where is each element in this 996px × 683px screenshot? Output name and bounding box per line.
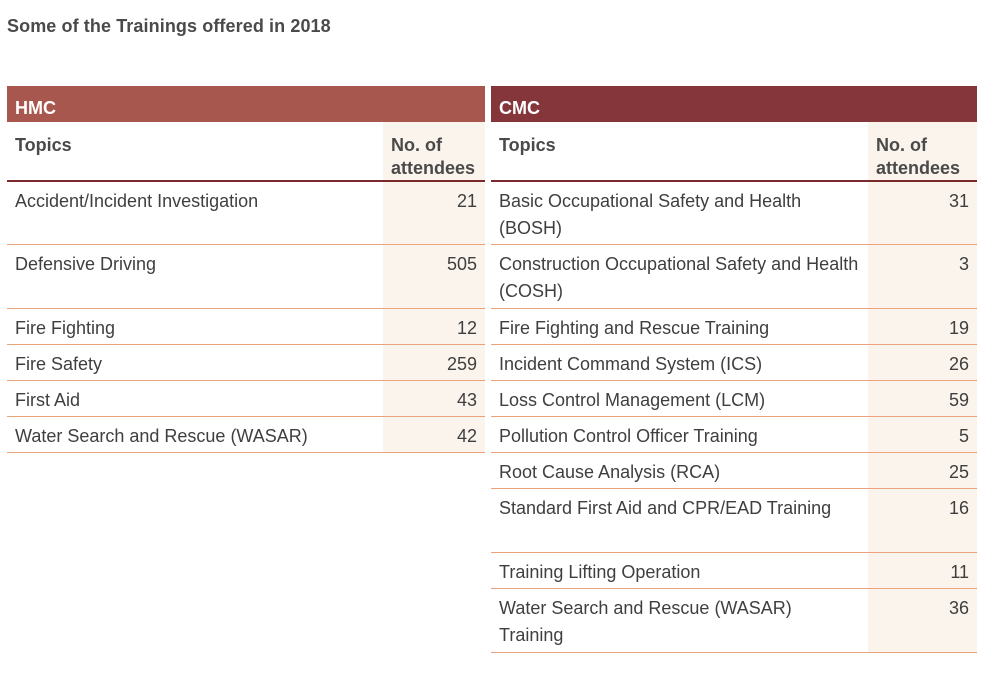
topic-cell: Defensive Driving xyxy=(7,244,383,308)
topic-cell: Root Cause Analysis (RCA) xyxy=(491,452,868,488)
attendees-cell: 21 xyxy=(383,181,485,244)
attendees-cell: 505 xyxy=(383,244,485,308)
topic-cell: Incident Command System (ICS) xyxy=(491,344,868,380)
table-row xyxy=(491,588,977,652)
topic-cell: Basic Occupational Safety and Health (BOSH) xyxy=(491,181,868,244)
topic-cell: Fire Fighting xyxy=(7,308,383,344)
page-title: Some of the Trainings offered in 2018 xyxy=(7,16,331,36)
table-row xyxy=(491,552,977,588)
hmc-table-panel xyxy=(7,86,485,453)
topic-cell: First Aid xyxy=(7,380,383,416)
hmc-column-headers xyxy=(7,122,485,181)
topic-cell: Accident/Incident Investigation xyxy=(7,181,383,244)
attendees-cell: 3 xyxy=(868,244,977,308)
cmc-table-panel xyxy=(491,86,977,653)
attendees-cell: 26 xyxy=(868,344,977,380)
table-row xyxy=(491,344,977,380)
topic-cell: Pollution Control Officer Training xyxy=(491,416,868,452)
table-row xyxy=(7,181,485,244)
hmc-header-band: HMC xyxy=(7,86,485,122)
table-row xyxy=(7,344,485,380)
table-row xyxy=(7,416,485,452)
attendees-cell: 259 xyxy=(383,344,485,380)
attendees-cell: 31 xyxy=(868,181,977,244)
attendees-cell: 36 xyxy=(868,588,977,652)
table-row xyxy=(491,380,977,416)
attendees-cell: 12 xyxy=(383,308,485,344)
topic-cell: Standard First Aid and CPR/EAD Training xyxy=(491,488,868,552)
table-row xyxy=(491,452,977,488)
hmc-topics-header: Topics xyxy=(7,122,383,181)
table-row xyxy=(7,308,485,344)
attendees-cell: 25 xyxy=(868,452,977,488)
table-row xyxy=(491,181,977,244)
topic-cell: Training Lifting Operation xyxy=(491,552,868,588)
table-row xyxy=(491,308,977,344)
hmc-attendees-header: No. of attendees xyxy=(383,122,485,181)
attendees-cell: 11 xyxy=(868,552,977,588)
cmc-column-headers xyxy=(491,122,977,181)
attendees-cell: 16 xyxy=(868,488,977,552)
topic-cell: Loss Control Management (LCM) xyxy=(491,380,868,416)
topic-cell: Water Search and Rescue (WASAR) Training xyxy=(491,588,868,652)
attendees-cell: 42 xyxy=(383,416,485,452)
topic-cell: Construction Occupational Safety and Health (COSH) xyxy=(491,244,868,308)
topic-cell: Fire Fighting and Rescue Training xyxy=(491,308,868,344)
table-row xyxy=(7,380,485,416)
table-row xyxy=(7,244,485,308)
table-row xyxy=(491,244,977,308)
cmc-table xyxy=(491,122,977,653)
attendees-cell: 59 xyxy=(868,380,977,416)
cmc-header-band: CMC xyxy=(491,86,977,122)
hmc-table xyxy=(7,122,485,453)
table-row xyxy=(491,488,977,552)
cmc-attendees-header: No. of attendees xyxy=(868,122,977,181)
attendees-cell: 5 xyxy=(868,416,977,452)
attendees-cell: 43 xyxy=(383,380,485,416)
cmc-topics-header: Topics xyxy=(491,122,868,181)
table-row xyxy=(491,416,977,452)
topic-cell: Water Search and Rescue (WASAR) xyxy=(7,416,383,452)
topic-cell: Fire Safety xyxy=(7,344,383,380)
attendees-cell: 19 xyxy=(868,308,977,344)
